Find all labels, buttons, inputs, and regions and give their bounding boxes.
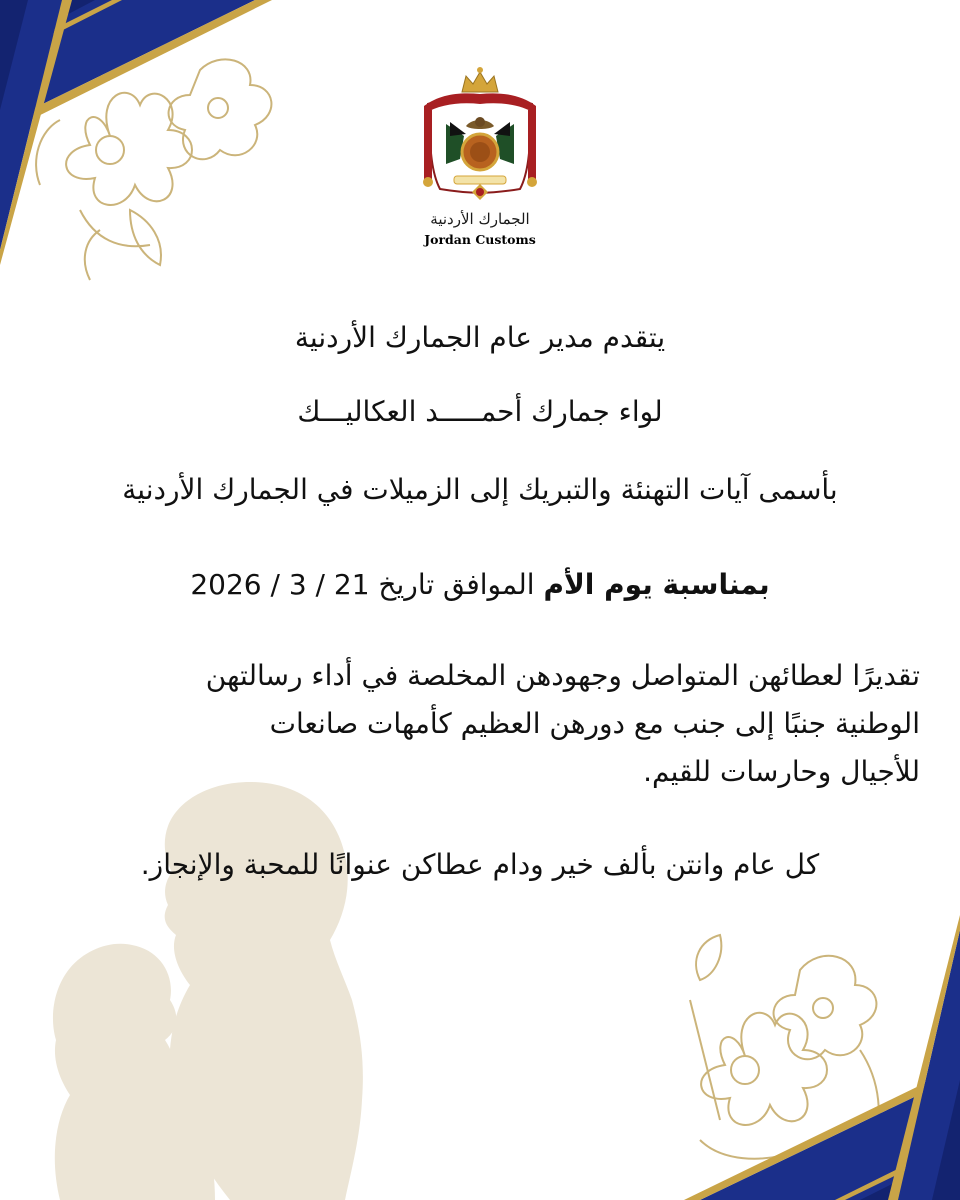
logo-arabic-name: الجمارك الأردنية xyxy=(430,210,530,228)
occasion-line xyxy=(30,565,930,605)
occasion-date: الموافق تاريخ 21 / 3 / 2026 xyxy=(190,568,544,601)
greeting-line: بأسمى آيات التهنئة والتبريك إلى الزميلات في الجمارك الأردنية xyxy=(122,473,838,506)
paragraph-line: الوطنية جنبًا إلى جنب مع دورهن العظيم كأمهات صانعات xyxy=(269,707,920,740)
sender-name: لواء جمارك أحمـــــد العكاليـــك xyxy=(297,395,663,428)
coat-of-arms-icon xyxy=(410,64,550,224)
paragraph-line: تقديرًا لعطائهن المتواصل وجهودهن المخلصة في أداء رسالتهن xyxy=(205,659,920,692)
jordan-customs-logo xyxy=(410,64,550,254)
corner-decoration-top-left xyxy=(0,0,272,265)
logo-english-name: Jordan Customs xyxy=(424,232,536,247)
paragraph-line: للأجيال وحارسات للقيم. xyxy=(643,755,920,788)
appreciation-paragraph xyxy=(40,652,920,796)
sender-title: يتقدم مدير عام الجمارك الأردنية xyxy=(294,321,666,354)
occasion-name: بمناسبة يوم الأم xyxy=(543,568,770,601)
closing-line: كل عام وانتن بألف خير ودام عطاكن عنوانًا للمحبة والإنجاز. xyxy=(140,848,820,881)
